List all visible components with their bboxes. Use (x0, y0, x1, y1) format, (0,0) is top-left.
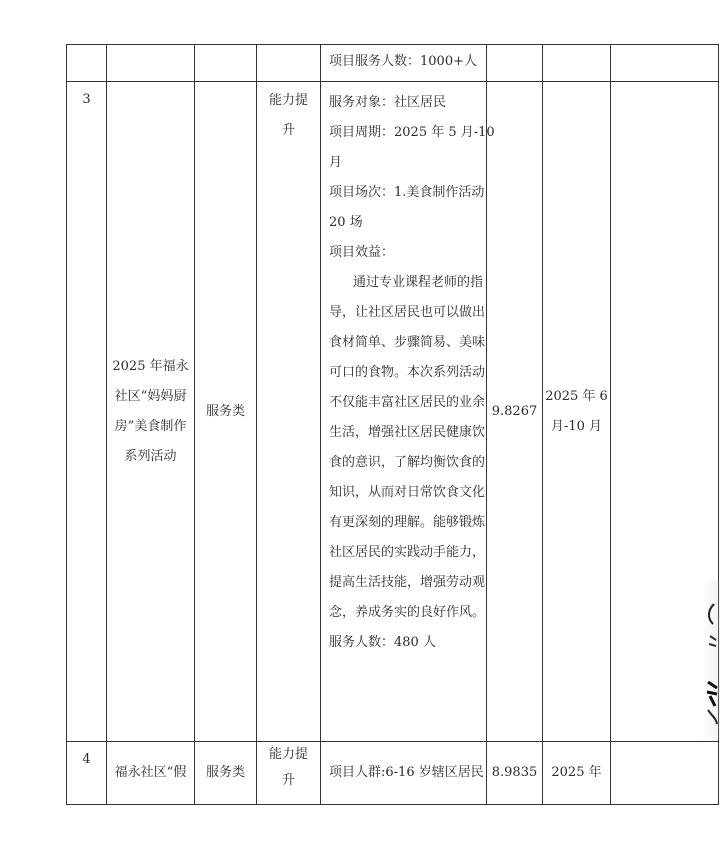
description-line: 食材简单、步骤简易、美味 (329, 335, 486, 350)
period-line: 月-10 月 (550, 418, 603, 434)
description-cell (321, 45, 487, 82)
description-line: 不仅能丰富社区居民的业余 (329, 395, 486, 410)
description-cell (321, 742, 487, 805)
period-cell (543, 82, 611, 742)
description-line: 项目效益： (329, 245, 395, 260)
period-cell (543, 45, 611, 82)
remark-cell (611, 742, 719, 805)
project-name-line: 系列活动 (124, 448, 177, 464)
description-line: 月 (329, 155, 343, 170)
description-line: 生活，增强社区居民健康饮 (329, 425, 486, 440)
amount-text: 9.8267 (491, 403, 538, 419)
description-line: 项目人群:6-16 岁辖区居民 (329, 765, 484, 780)
amount-cell (487, 742, 543, 805)
description-line: 食的意识，了解均衡饮食的 (329, 455, 486, 470)
description-line: 服务对象：社区居民 (329, 95, 447, 110)
description-line: 20 场 (329, 215, 363, 230)
type-line: 升 (281, 123, 295, 138)
table-row (67, 45, 719, 82)
period-cell (543, 742, 611, 805)
table-row (67, 82, 719, 742)
category-cell (195, 45, 257, 82)
amount-cell (487, 45, 543, 82)
description-line: 服务人数：480 人 (329, 635, 436, 650)
row-number: 4 (82, 752, 91, 767)
description-line: 提高生活技能，增强劳动观 (329, 575, 486, 590)
type-cell (257, 82, 321, 742)
description-line: 知识，从而对日常饮食文化 (329, 485, 486, 500)
amount-text: 8.9835 (491, 765, 538, 780)
description-line: 念，养成务实的良好作风。 (329, 605, 486, 620)
project-table (66, 44, 719, 805)
category-cell (195, 742, 257, 805)
description-line: 可口的食物。本次系列活动 (329, 365, 486, 380)
project-name-cell (107, 45, 195, 82)
project-name-line: 2025 年福永 (112, 358, 189, 374)
period-line: 2025 年 6 (545, 388, 608, 404)
description-line: 社区居民的实践动手能力， (329, 545, 486, 560)
description-cell (321, 82, 495, 742)
type-line: 升 (281, 773, 295, 788)
number-cell (67, 742, 107, 805)
number-cell (67, 45, 107, 82)
type-cell (257, 742, 321, 805)
amount-cell (487, 82, 543, 742)
row-number: 3 (82, 92, 91, 107)
remark-cell (611, 45, 719, 82)
project-name-line: 社区“妈妈厨 (114, 388, 187, 404)
description-line: 项目服务人数：1000+人 (329, 54, 477, 69)
stamp-fragment-icon (704, 596, 718, 730)
table-row (67, 742, 719, 805)
type-line: 能力提 (268, 93, 308, 108)
category-text: 服务类 (205, 765, 245, 780)
description-line: 导，让社区居民也可以做出 (329, 305, 486, 320)
description-line: 有更深刻的理解。能够锻炼 (329, 515, 486, 530)
description-line: 项目周期：2025 年 5 月-10 (329, 125, 495, 140)
period-text: 2025 年 (551, 765, 602, 780)
number-cell (67, 82, 107, 742)
project-name-cell (107, 82, 195, 742)
category-text: 服务类 (205, 403, 245, 419)
project-name-text: 福永社区“假 (114, 765, 187, 780)
type-cell (257, 45, 321, 82)
description-line: 项目场次：1.美食制作活动 (329, 185, 485, 200)
category-cell (195, 82, 257, 742)
description-line: 通过专业课程老师的指 (353, 275, 484, 290)
project-name-line: 房”美食制作 (114, 418, 187, 434)
type-line: 能力提 (268, 747, 308, 762)
stamp-fragment (704, 596, 718, 730)
project-name-cell (107, 742, 195, 805)
